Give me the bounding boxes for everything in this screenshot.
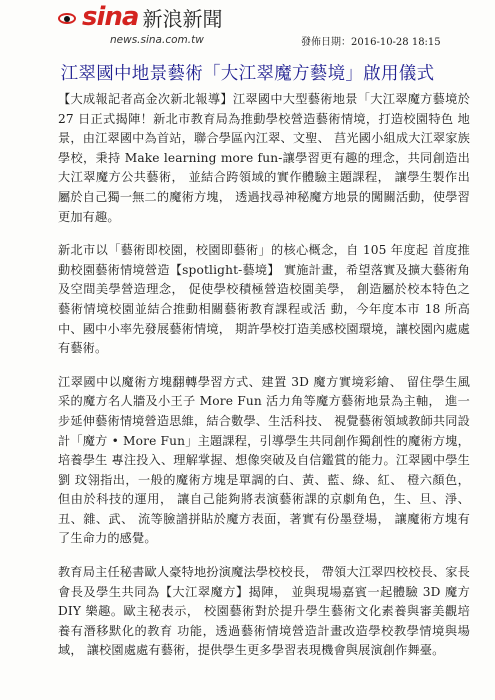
sina-logo[interactable] — [56, 4, 222, 30]
article-paragraph: 江翠國中以魔術方塊翻轉學習方式、建置 3D 魔方實境彩繪、 留住學生風采的魔方名人牆及小王子 More Fun 活力角等魔方藝術地景為主軸， 進一步延伸藝術情境營造思維，結合數學、生活科技、 視覺藝術領域教師共同設計「魔方 • More Fun」主題課程，引導學生共同創作獨創性的魔術方塊，培養學生 專注投入、理解掌握、想像突破及自信鑑賞的能力。江翠國中學生劉 玟翎指出，一般的魔術方塊是單調的白、黃、藍、綠、紅、 橙六顏色，但由於科技的運用， 讓自己能夠將表演藝術課的京劇角色，生、旦、淨、丑、雜、武、 流等臉譜拼貼於魔方表面，著實有份墨登場， 讓魔術方塊有了生命力的感覺。 — [58, 374, 470, 546]
article-paragraph: 新北市以「藝術即校園，校園即藝術」的核心概念，自 105 年度起 首度推動校園藝術情境營造【spotlight-藝境】 實施計畫，希望落實及擴大藝術角及空間美學營造理念， 促使學校積極營造校園美學， 創造屬於校本特色之藝術情境校園並結合推動相關藝術教育課程或活 動，今年度本市 18 所高中、國中小率先發展藝術情境， 期許學校打造美感校園環境，讓校園內處處有藝術。 — [58, 243, 470, 356]
article-paragraph: 【大成報記者高金次新北報導】江翠國中大型藝術地景「大江翠魔方藝境於 27 日正式揭陣！新北市教育局為推動學校營造藝術情境，打造校園特色 地景，由江翠國中為首站，聯合學區內江翠、文聖、 莒光國小組成大江翠家族學校，秉持 Make learning more fun-讓學習更有趣的理念，共同創造出大江翠魔方公共藝術， 並結合跨領域的實作體驗主題課程， 讓學生製作出屬於自己獨一無二的魔術方塊， 透過找尋神秘魔方地景的闖關活動，使學習更加有趣。 — [58, 92, 470, 224]
masthead — [0, 0, 495, 52]
article-body — [58, 90, 470, 675]
sina-eye-icon — [56, 10, 80, 26]
article-paragraph: 教育局主任秘書歐人豪特地扮演魔法學校校長， 帶領大江翠四校校長、家長會長及學生共同為【大江翠魔方】揭陣， 並與現場嘉賓一起體驗 3D 魔方 DIY 樂趣。歐主秘表示， 校園藝術對於提升學生藝術文化素養與審美觀培養有潛移默化的教育 功能，透過藝術情境營造計畫改造學校教學情境與場域， 讓校園處處有藝術，提供學生更多學習表現機會與展演創作舞臺。 — [58, 565, 470, 658]
logo-brand-cn: 新浪新聞 — [142, 7, 223, 31]
site-url: news.sina.com.tw — [110, 34, 204, 46]
publish-date: 發佈日期：2016-10-28 18:15 — [301, 37, 441, 48]
logo-brand-en: sina — [82, 2, 139, 32]
article-headline: 江翠國中地景藝術「大江翠魔方藝境」啟用儀式 — [60, 64, 435, 84]
